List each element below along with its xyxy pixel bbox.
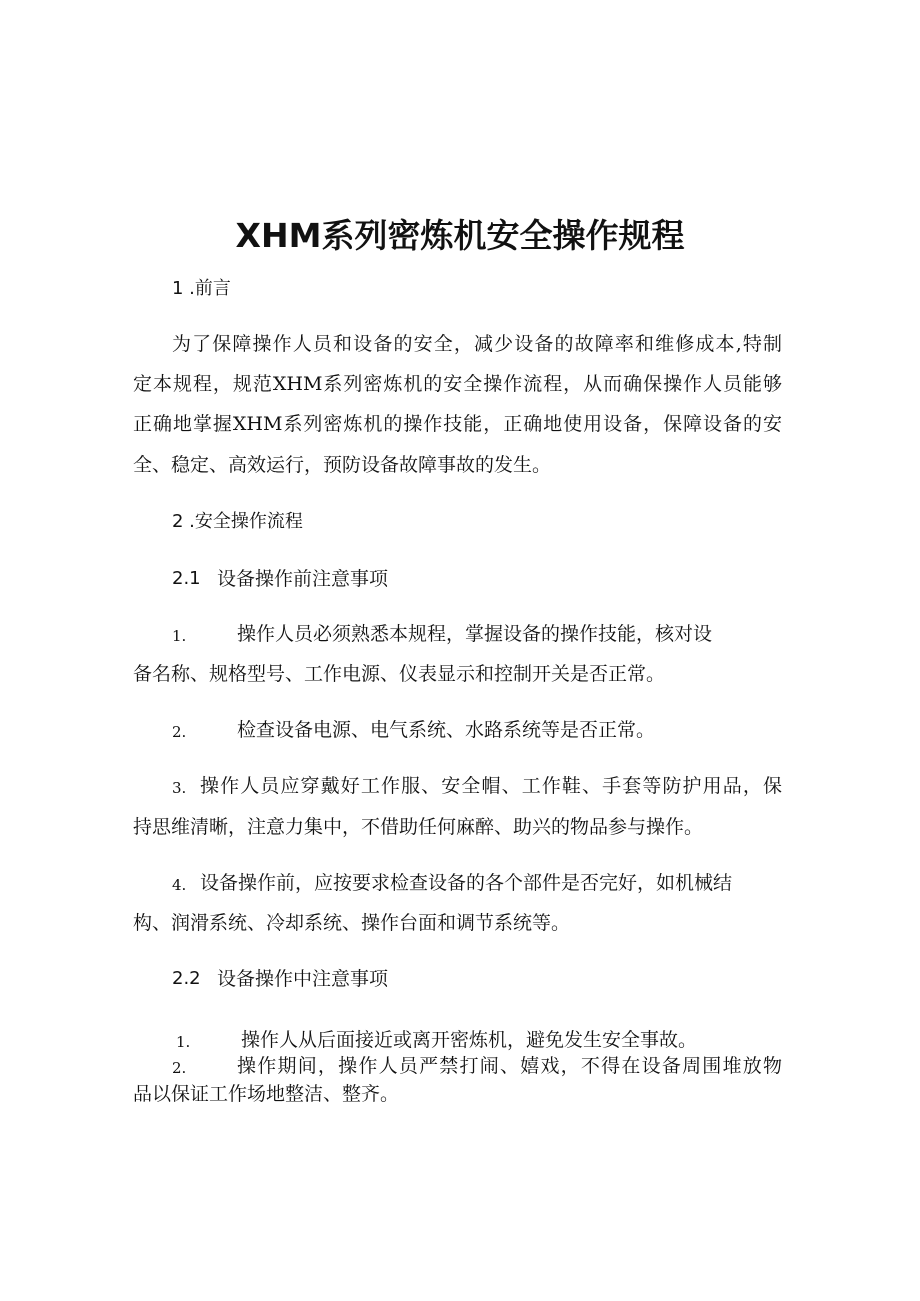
list-item-text: 持思维清晰，注意力集中，不借助任何麻醉、助兴的物品参与操作。 bbox=[133, 816, 704, 838]
list-item-text: 品以保证工作场地整洁、整齐。 bbox=[133, 1083, 400, 1105]
list-item-number: 2. bbox=[172, 723, 187, 741]
list-item-number: 1. bbox=[176, 1033, 191, 1051]
list-item-number: 3. bbox=[172, 779, 187, 797]
list-item-number: 1. bbox=[172, 627, 187, 645]
intro-paragraph-line: 正确地掌握XHM系列密炼机的操作技能，正确地使用设备，保障设备的安 bbox=[133, 413, 782, 435]
list-item-number: 4. bbox=[172, 876, 187, 894]
list-item-text: 操作人员必须熟悉本规程，掌握设备的操作技能，核对设 bbox=[237, 623, 713, 645]
section-2-1-number: 2.1 bbox=[172, 568, 201, 589]
list-item-text: 操作人员应穿戴好工作服、安全帽、工作鞋、手套等防护用品，保 bbox=[200, 775, 782, 797]
list-item-text: 备名称、规格型号、工作电源、仪表显示和控制开关是否正常。 bbox=[133, 663, 666, 685]
list-item-text: 构、润滑系统、冷却系统、操作台面和调节系统等。 bbox=[133, 912, 571, 934]
list-item-text: 操作人从后面接近或离开密炼机，避免发生安全事故。 bbox=[241, 1029, 698, 1051]
list-item-text: 设备操作前，应按要求检查设备的各个部件是否完好，如机械结 bbox=[200, 872, 733, 894]
section-2-1-heading: 设备操作前注意事项 bbox=[217, 568, 389, 590]
list-item-text: 检查设备电源、电气系统、水路系统等是否正常。 bbox=[237, 719, 656, 741]
intro-paragraph-line: 定本规程，规范XHM系列密炼机的安全操作流程，从而确保操作人员能够 bbox=[133, 373, 782, 395]
section-2-2-number: 2.2 bbox=[172, 968, 201, 989]
section-2-heading: 2 .安全操作流程 bbox=[172, 511, 303, 532]
section-2-2-heading: 设备操作中注意事项 bbox=[217, 968, 389, 990]
document-title: XHM系列密炼机安全操作规程 bbox=[235, 216, 685, 255]
section-1-heading: 1 .前言 bbox=[172, 278, 231, 299]
intro-paragraph-line: 为了保障操作人员和设备的安全，减少设备的故障率和维修成本,特制 bbox=[172, 333, 782, 355]
list-item-number: 2. bbox=[172, 1059, 187, 1077]
list-item-text: 操作期间，操作人员严禁打闹、嬉戏，不得在设备周围堆放物 bbox=[237, 1055, 782, 1077]
intro-paragraph-line: 全、稳定、高效运行，预防设备故障事故的发生。 bbox=[133, 454, 552, 476]
